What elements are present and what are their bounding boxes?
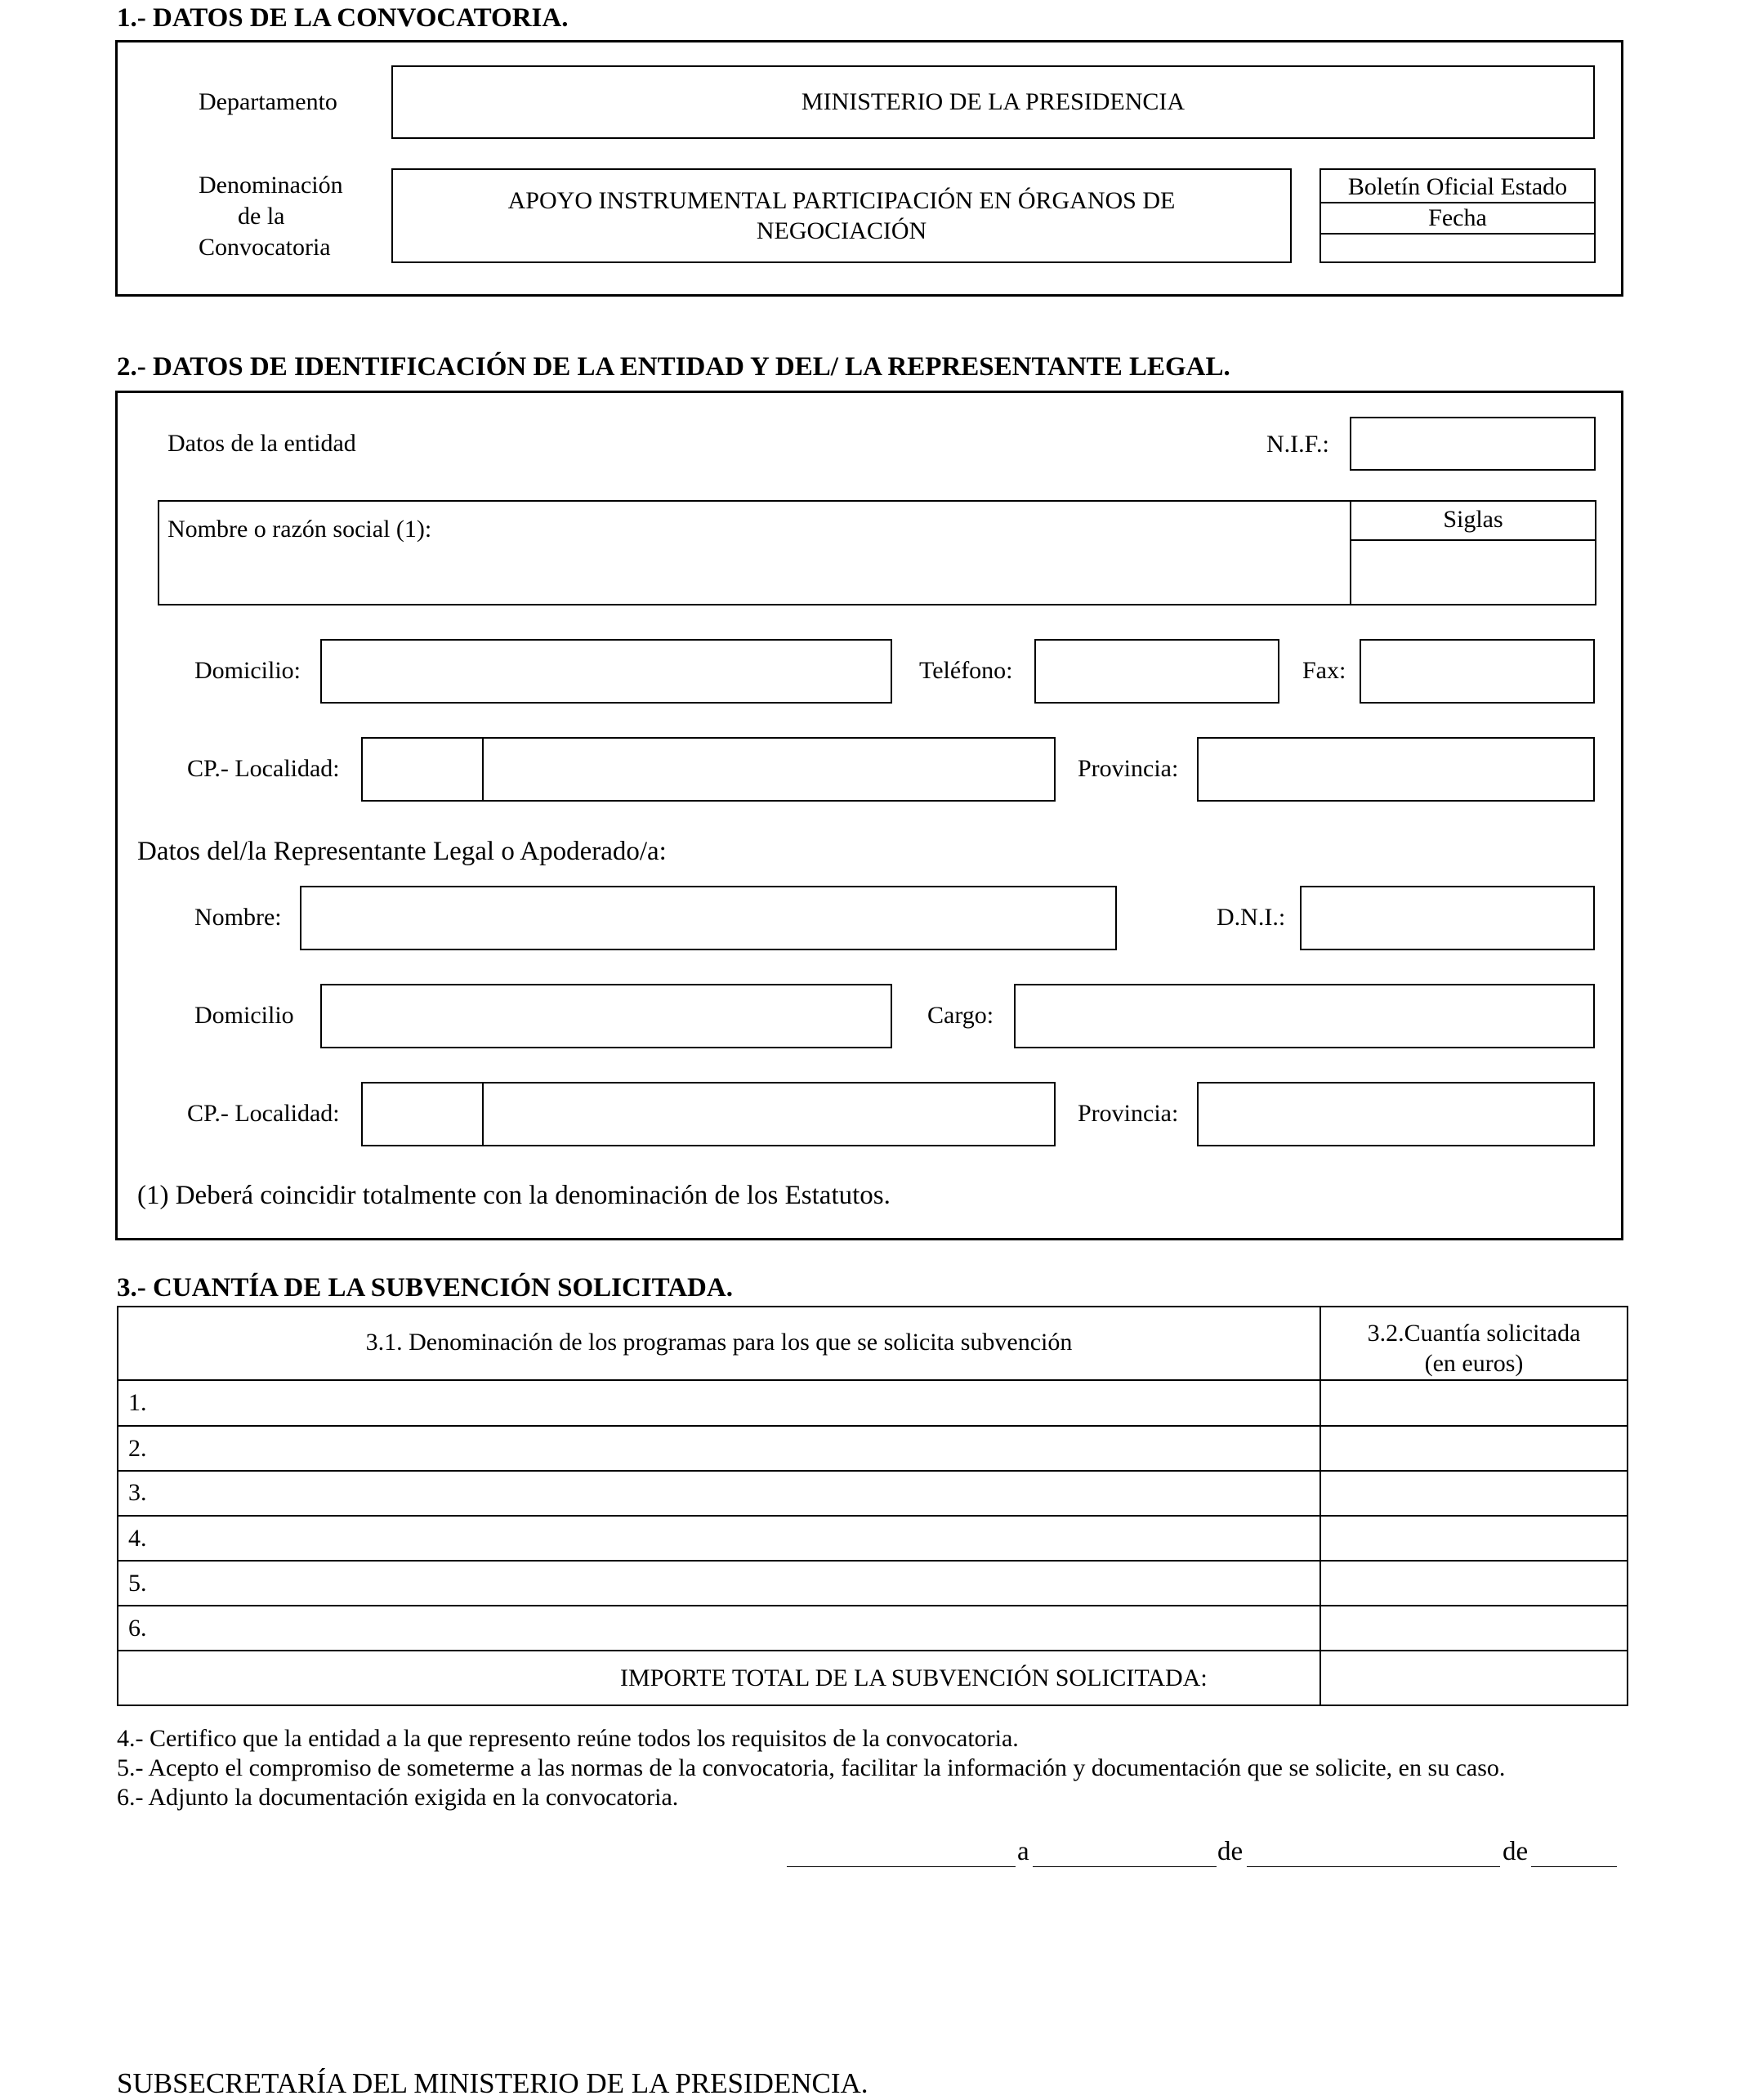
nombre-razon-field[interactable] <box>159 502 1350 604</box>
departamento-field[interactable] <box>391 65 1595 139</box>
date-a: a <box>1017 1837 1029 1866</box>
table-row[interactable] <box>118 1517 1627 1560</box>
denominacion-value-line2: NEGOCIACIÓN <box>756 217 927 244</box>
boletin-label: Boletín Oficial Estado <box>1347 173 1568 200</box>
denominacion-label-line1: Denominación <box>199 172 343 199</box>
telefono-label: Teléfono: <box>919 657 1013 684</box>
cargo-label: Cargo: <box>927 1002 994 1029</box>
declaration-5: 5.- Acepto el compromiso de someterme a las normas de la convocatoria, facilitar la información y documentación que se solicite, en su caso. <box>117 1754 1506 1781</box>
date-year-line[interactable] <box>1531 1866 1617 1867</box>
cp-localidad-rep-label: CP.- Localidad: <box>187 1100 340 1127</box>
departamento-label: Departamento <box>199 88 337 115</box>
total-label: IMPORTE TOTAL DE LA SUBVENCIÓN SOLICITADA: <box>620 1664 1208 1691</box>
telefono-field[interactable] <box>1034 639 1279 704</box>
estatutos-note: (1) Deberá coincidir totalmente con la denominación de los Estatutos. <box>137 1181 891 1210</box>
denominacion-label <box>199 170 343 263</box>
siglas-label: Siglas <box>1443 506 1503 533</box>
date-place-line[interactable] <box>787 1866 1016 1867</box>
table-row[interactable] <box>118 1562 1627 1605</box>
col2-header-line1: 3.2.Cuantía solicitada <box>1367 1320 1581 1347</box>
boletin-box <box>1319 168 1596 263</box>
denominacion-value-line1: APOYO INSTRUMENTAL PARTICIPACIÓN EN ÓRGANOS DE <box>507 187 1176 214</box>
domicilio-rep-field[interactable] <box>320 984 892 1048</box>
nombre-razon-label: Nombre o razón social (1): <box>167 516 432 543</box>
siglas-field[interactable] <box>1351 541 1595 604</box>
nombre-razon-box <box>158 500 1596 605</box>
denominacion-label-line3: Convocatoria <box>199 234 331 261</box>
section3-heading: 3.- CUANTÍA DE LA SUBVENCIÓN SOLICITADA. <box>117 1273 733 1302</box>
col2-header-line2: (en euros) <box>1424 1350 1524 1377</box>
nif-field[interactable] <box>1350 417 1596 471</box>
nombre-field[interactable] <box>300 886 1117 950</box>
domicilio-field[interactable] <box>320 639 892 704</box>
subvencion-table <box>117 1306 1628 1706</box>
provincia-rep-label: Provincia: <box>1078 1100 1179 1127</box>
date-de-1: de <box>1217 1837 1244 1866</box>
row-number: 1. <box>128 1389 147 1416</box>
nombre-label: Nombre: <box>194 904 282 931</box>
cp-field[interactable] <box>361 737 484 802</box>
row-number: 3. <box>128 1479 147 1506</box>
date-day-line[interactable] <box>1033 1866 1217 1867</box>
row-number: 5. <box>128 1570 147 1597</box>
localidad-rep-field[interactable] <box>482 1082 1056 1146</box>
cargo-field[interactable] <box>1014 984 1595 1048</box>
domicilio-label: Domicilio: <box>194 657 301 684</box>
provincia-rep-field[interactable] <box>1197 1082 1595 1146</box>
date-month-line[interactable] <box>1247 1866 1500 1867</box>
cp-rep-field[interactable] <box>361 1082 484 1146</box>
row-number: 2. <box>128 1435 147 1462</box>
fecha-label: Fecha <box>1428 204 1487 231</box>
nif-label: N.I.F.: <box>1266 431 1329 458</box>
section2-heading: 2.- DATOS DE IDENTIFICACIÓN DE LA ENTIDAD Y DEL/ LA REPRESENTANTE LEGAL. <box>117 352 1230 382</box>
row-number: 4. <box>128 1525 147 1552</box>
total-field[interactable] <box>1321 1651 1627 1705</box>
dni-label: D.N.I.: <box>1217 904 1286 931</box>
table-row[interactable] <box>118 1472 1627 1515</box>
table-row[interactable] <box>118 1381 1627 1425</box>
declaration-6: 6.- Adjunto la documentación exigida en la convocatoria. <box>117 1784 679 1811</box>
departamento-value: MINISTERIO DE LA PRESIDENCIA <box>801 88 1186 115</box>
row-number: 6. <box>128 1615 147 1642</box>
table-row[interactable] <box>118 1606 1627 1650</box>
representante-title: Datos del/la Representante Legal o Apoderado/a: <box>137 837 667 866</box>
fecha-field[interactable] <box>1321 235 1594 261</box>
datos-entidad-label: Datos de la entidad <box>167 430 356 457</box>
section1-heading: 1.- DATOS DE LA CONVOCATORIA. <box>117 3 569 33</box>
cp-localidad-label: CP.- Localidad: <box>187 755 340 782</box>
table-row[interactable] <box>118 1427 1627 1470</box>
col1-header: 3.1. Denominación de los programas para los que se solicita subvención <box>365 1329 1073 1356</box>
date-de-2: de <box>1503 1837 1529 1866</box>
footer-text: SUBSECRETARÍA DEL MINISTERIO DE LA PRESIDENCIA. <box>117 2067 868 2099</box>
denominacion-label-line2: de la <box>238 203 285 230</box>
dni-field[interactable] <box>1300 886 1595 950</box>
localidad-field[interactable] <box>482 737 1056 802</box>
declaration-4: 4.- Certifico que la entidad a la que represento reúne todos los requisitos de la convocatoria. <box>117 1725 1019 1752</box>
provincia-field[interactable] <box>1197 737 1595 802</box>
domicilio-rep-label: Domicilio <box>194 1002 294 1029</box>
fax-field[interactable] <box>1360 639 1595 704</box>
col2-header <box>1321 1318 1627 1378</box>
provincia-label: Provincia: <box>1078 755 1179 782</box>
fax-label: Fax: <box>1302 657 1346 684</box>
denominacion-field[interactable] <box>391 168 1292 263</box>
boletin-divider-1 <box>1321 202 1594 203</box>
